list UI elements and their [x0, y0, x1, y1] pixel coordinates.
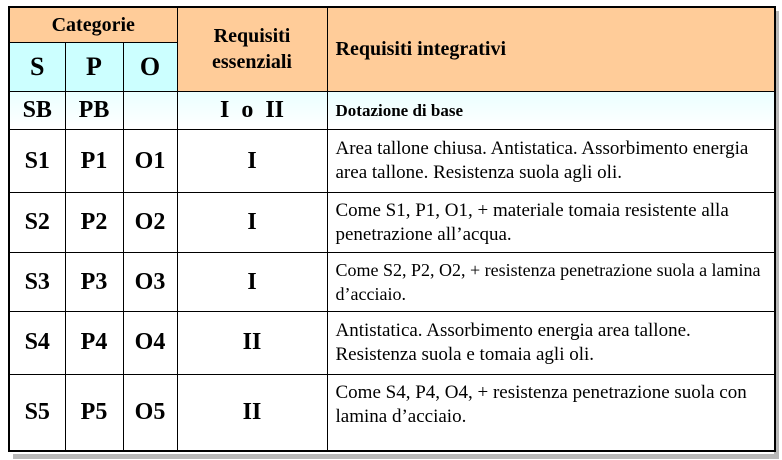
safety-footwear-table: [8, 6, 776, 452]
cell-s: SB: [9, 91, 65, 129]
header-s: S: [9, 43, 65, 91]
cell-req: I o II: [177, 91, 327, 129]
cell-o: O3: [123, 253, 177, 312]
cell-req: I: [177, 130, 327, 193]
header-categorie: Categorie: [9, 7, 177, 43]
cell-p: P4: [65, 312, 123, 375]
cell-s: S2: [9, 192, 65, 253]
header-p: P: [65, 43, 123, 91]
cell-p: P1: [65, 130, 123, 193]
cell-req: I: [177, 253, 327, 312]
cell-p: P3: [65, 253, 123, 312]
cell-req: I: [177, 192, 327, 253]
cell-req: II: [177, 374, 327, 451]
cell-o: [123, 91, 177, 129]
cell-s: S4: [9, 312, 65, 375]
cell-o: O2: [123, 192, 177, 253]
cell-desc: Area tallone chiusa. Antistatica. Assorbimento energia area tallone. Resistenza suola agli oli.: [327, 130, 775, 193]
table-row: [9, 374, 775, 451]
header-requisiti-essenziali: Requisiti essenziali: [177, 7, 327, 91]
header-o: O: [123, 43, 177, 91]
cell-o: O4: [123, 312, 177, 375]
cell-s: S5: [9, 374, 65, 451]
table-row: [9, 192, 775, 253]
cell-o: O5: [123, 374, 177, 451]
cell-desc: Dotazione di base: [327, 91, 775, 129]
table-container: [8, 6, 774, 454]
cell-desc: Come S1, P1, O1, + materiale tomaia resistente alla penetrazione all’acqua.: [327, 192, 775, 253]
header-requisiti-integrativi: Requisiti integrativi: [327, 7, 775, 91]
cell-desc: Come S2, P2, O2, + resistenza penetrazione suola a lamina d’acciaio.: [327, 253, 775, 312]
cell-p: P5: [65, 374, 123, 451]
table-row-base: [9, 91, 775, 129]
cell-p: PB: [65, 91, 123, 129]
cell-p: P2: [65, 192, 123, 253]
cell-s: S3: [9, 253, 65, 312]
table-row: [9, 130, 775, 193]
cell-req: II: [177, 312, 327, 375]
cell-o: O1: [123, 130, 177, 193]
table-row: [9, 253, 775, 312]
cell-desc: Antistatica. Assorbimento energia area tallone. Resistenza suola e tomaia agli oli.: [327, 312, 775, 375]
table-row: [9, 312, 775, 375]
cell-desc: Come S4, P4, O4, + resistenza penetrazione suola con lamina d’acciaio.: [327, 374, 775, 451]
cell-s: S1: [9, 130, 65, 193]
